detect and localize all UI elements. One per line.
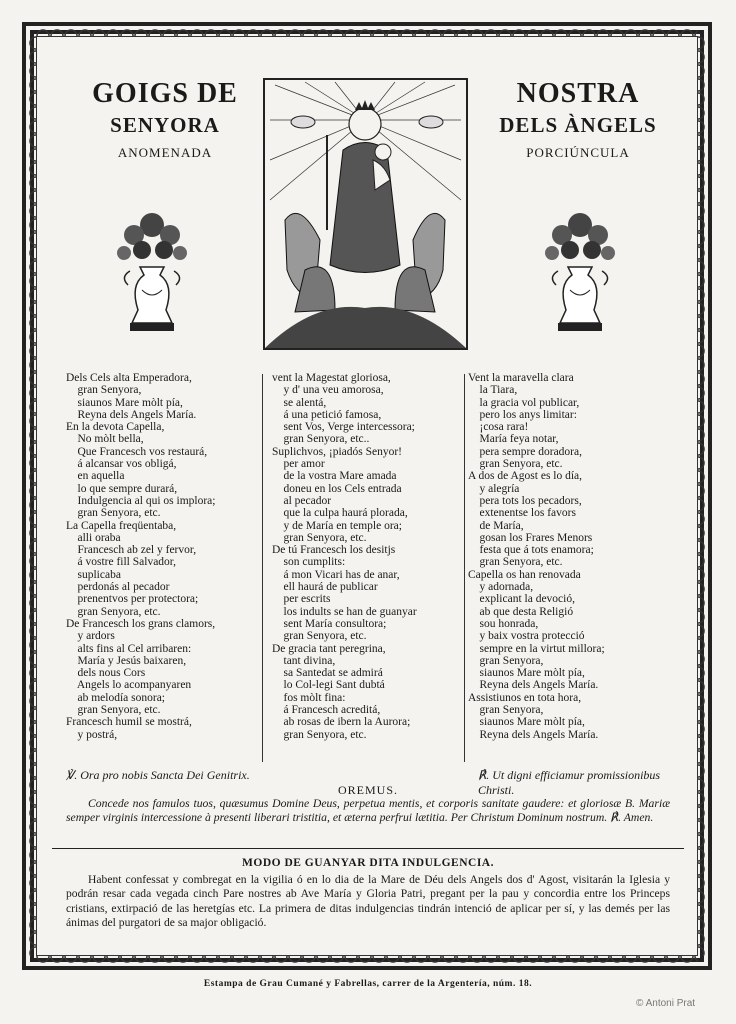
verse-column-1: Dels Cels alta Emperadora, gran Senyora, siaunos Mare mòlt pía, Reyna dels Angels María. En la devota Capella, No mòlt bella, Que Francesch vos restaurá, á alcansar vos obligá, en aquella lo que sempre durará, Indulgencia al qui os implora; gran Senyora, etc. La Capella freqüentaba, alli oraba Francesch ab zel y fervor, á vostre fill Salvador, suplicaba perdonás al pecador prenentvos per protectora; gran Senyora, etc. De Francesch los grans clamors, y ardors alts fins al Cel arribaren: María y Jesús baixaren, dels nous Cors Angels lo acompanyaren ab melodía sonora; gran Senyora, etc. Francesch humil se mostrá, y postrá, bbox=[66, 372, 216, 741]
versicle: ℣. Ora pro nobis Sancta Dei Genitrix. bbox=[66, 768, 250, 782]
title-left-line2: SENYORA bbox=[110, 113, 220, 137]
border-scallop-bottom bbox=[36, 956, 698, 970]
madonna-engraving-icon bbox=[263, 78, 468, 350]
flower-vase-icon bbox=[112, 205, 192, 345]
prayer-text: Concede nos famulos tuos, quæsumus Domine Deus, perpetua mentis, et corporis sanitate gaudere: et gloriosæ B. Mariæ semper virginis intercessione à presenti liberari tristitia, et æterna perfrui lætitia. Per Christum Dominum nostrum. ℟. Amen. bbox=[66, 797, 670, 824]
title-right bbox=[478, 78, 678, 166]
border-scallop-left bbox=[22, 36, 36, 956]
printer-imprint: Estampa de Grau Cumané y Fabrellas, carrer de la Argentería, núm. 18. bbox=[203, 979, 533, 989]
title-left-line3: ANOMENADA bbox=[117, 145, 213, 160]
title-right-line2: DELS ÀNGELS bbox=[499, 113, 657, 137]
modo-text: Habent confessat y combregat en la vigilia ó en lo dia de la Mare de Déu dels Angels dos d' Agost, visitarán la Iglesia y podrán resar cada vegada cinch Pare nostres ab Ave María y Gloria Patri, pregant per la pau y concordia entre los Princeps cristians, extirpació de las heretgías etc. La primera de ditas indulgencias tindrán intenció de aplicar per sí, y las demés per las ánimas del purgatori de sa major obligació. bbox=[66, 873, 670, 930]
verses bbox=[66, 372, 668, 766]
response: ℟. Ut digni efficiamur promissionibus Christi. bbox=[478, 768, 661, 797]
copyright-credit: © Antoni Prat bbox=[636, 998, 696, 1009]
oremus-heading: OREMUS. bbox=[337, 783, 398, 797]
title-right-line3: PORCIÚNCULA bbox=[526, 145, 630, 160]
border-scallop-top bbox=[36, 22, 698, 36]
title-left-line1: GOIGS DE bbox=[92, 78, 238, 109]
title-left bbox=[70, 78, 260, 166]
section-divider bbox=[52, 848, 684, 849]
border-scallop-right bbox=[698, 36, 712, 956]
column-divider bbox=[262, 374, 263, 762]
title-right-line1: NOSTRA bbox=[516, 78, 640, 109]
verse-column-3: Vent la maravella clara la Tiara, la gracia vol publicar, pero los anys limitar: ¡cosa rara! María feya notar, pera sempre doradora, gran Senyora, etc. A dos de Agost es lo día, y alegría pera tots los pecadors, extenentse los favors de María, gosan los Frares Menors festa que á tots enamora; gran Senyora, etc. Capella os han renovada y adornada, explicant la devoció, ab que desta Religió sou honrada, y baix vostra protecció sempre en la virtut millora; gran Senyora, siaunos Mare mòlt pía, Reyna dels Angels María. Assistiunos en tota hora, gran Senyora, siaunos Mare mòlt pía, Reyna dels Angels María. bbox=[468, 372, 605, 741]
verse-column-2: vent la Magestat gloriosa, y d' una veu amorosa, se alentá, á una petició famosa, sent Vos, Verge intercessora; gran Senyora, etc.. Suplichvos, ¡piadós Senyor! per amor de la vostra Mare amada doneu en los Cels entrada al pecador que la culpa haurá plorada, y de María en temple ora; gran Senyora, etc. De tú Francesch los desitjs son cumplits: á mon Vicari has de anar, ell haurá de publicar per escrits los indults se han de guanyar sent María consultora; gran Senyora, etc. De gracia tant peregrina, tant divina, sa Santedat se admirá lo Col-legi Sant dubtá fos mòlt fina: á Francesch acreditá, ab rosas de ibern la Aurora; gran Senyora, etc. bbox=[272, 372, 417, 741]
flower-vase-icon bbox=[540, 205, 620, 345]
column-divider bbox=[464, 374, 465, 762]
modo-heading: MODO DE GUANYAR DITA INDULGENCIA. bbox=[242, 857, 494, 869]
